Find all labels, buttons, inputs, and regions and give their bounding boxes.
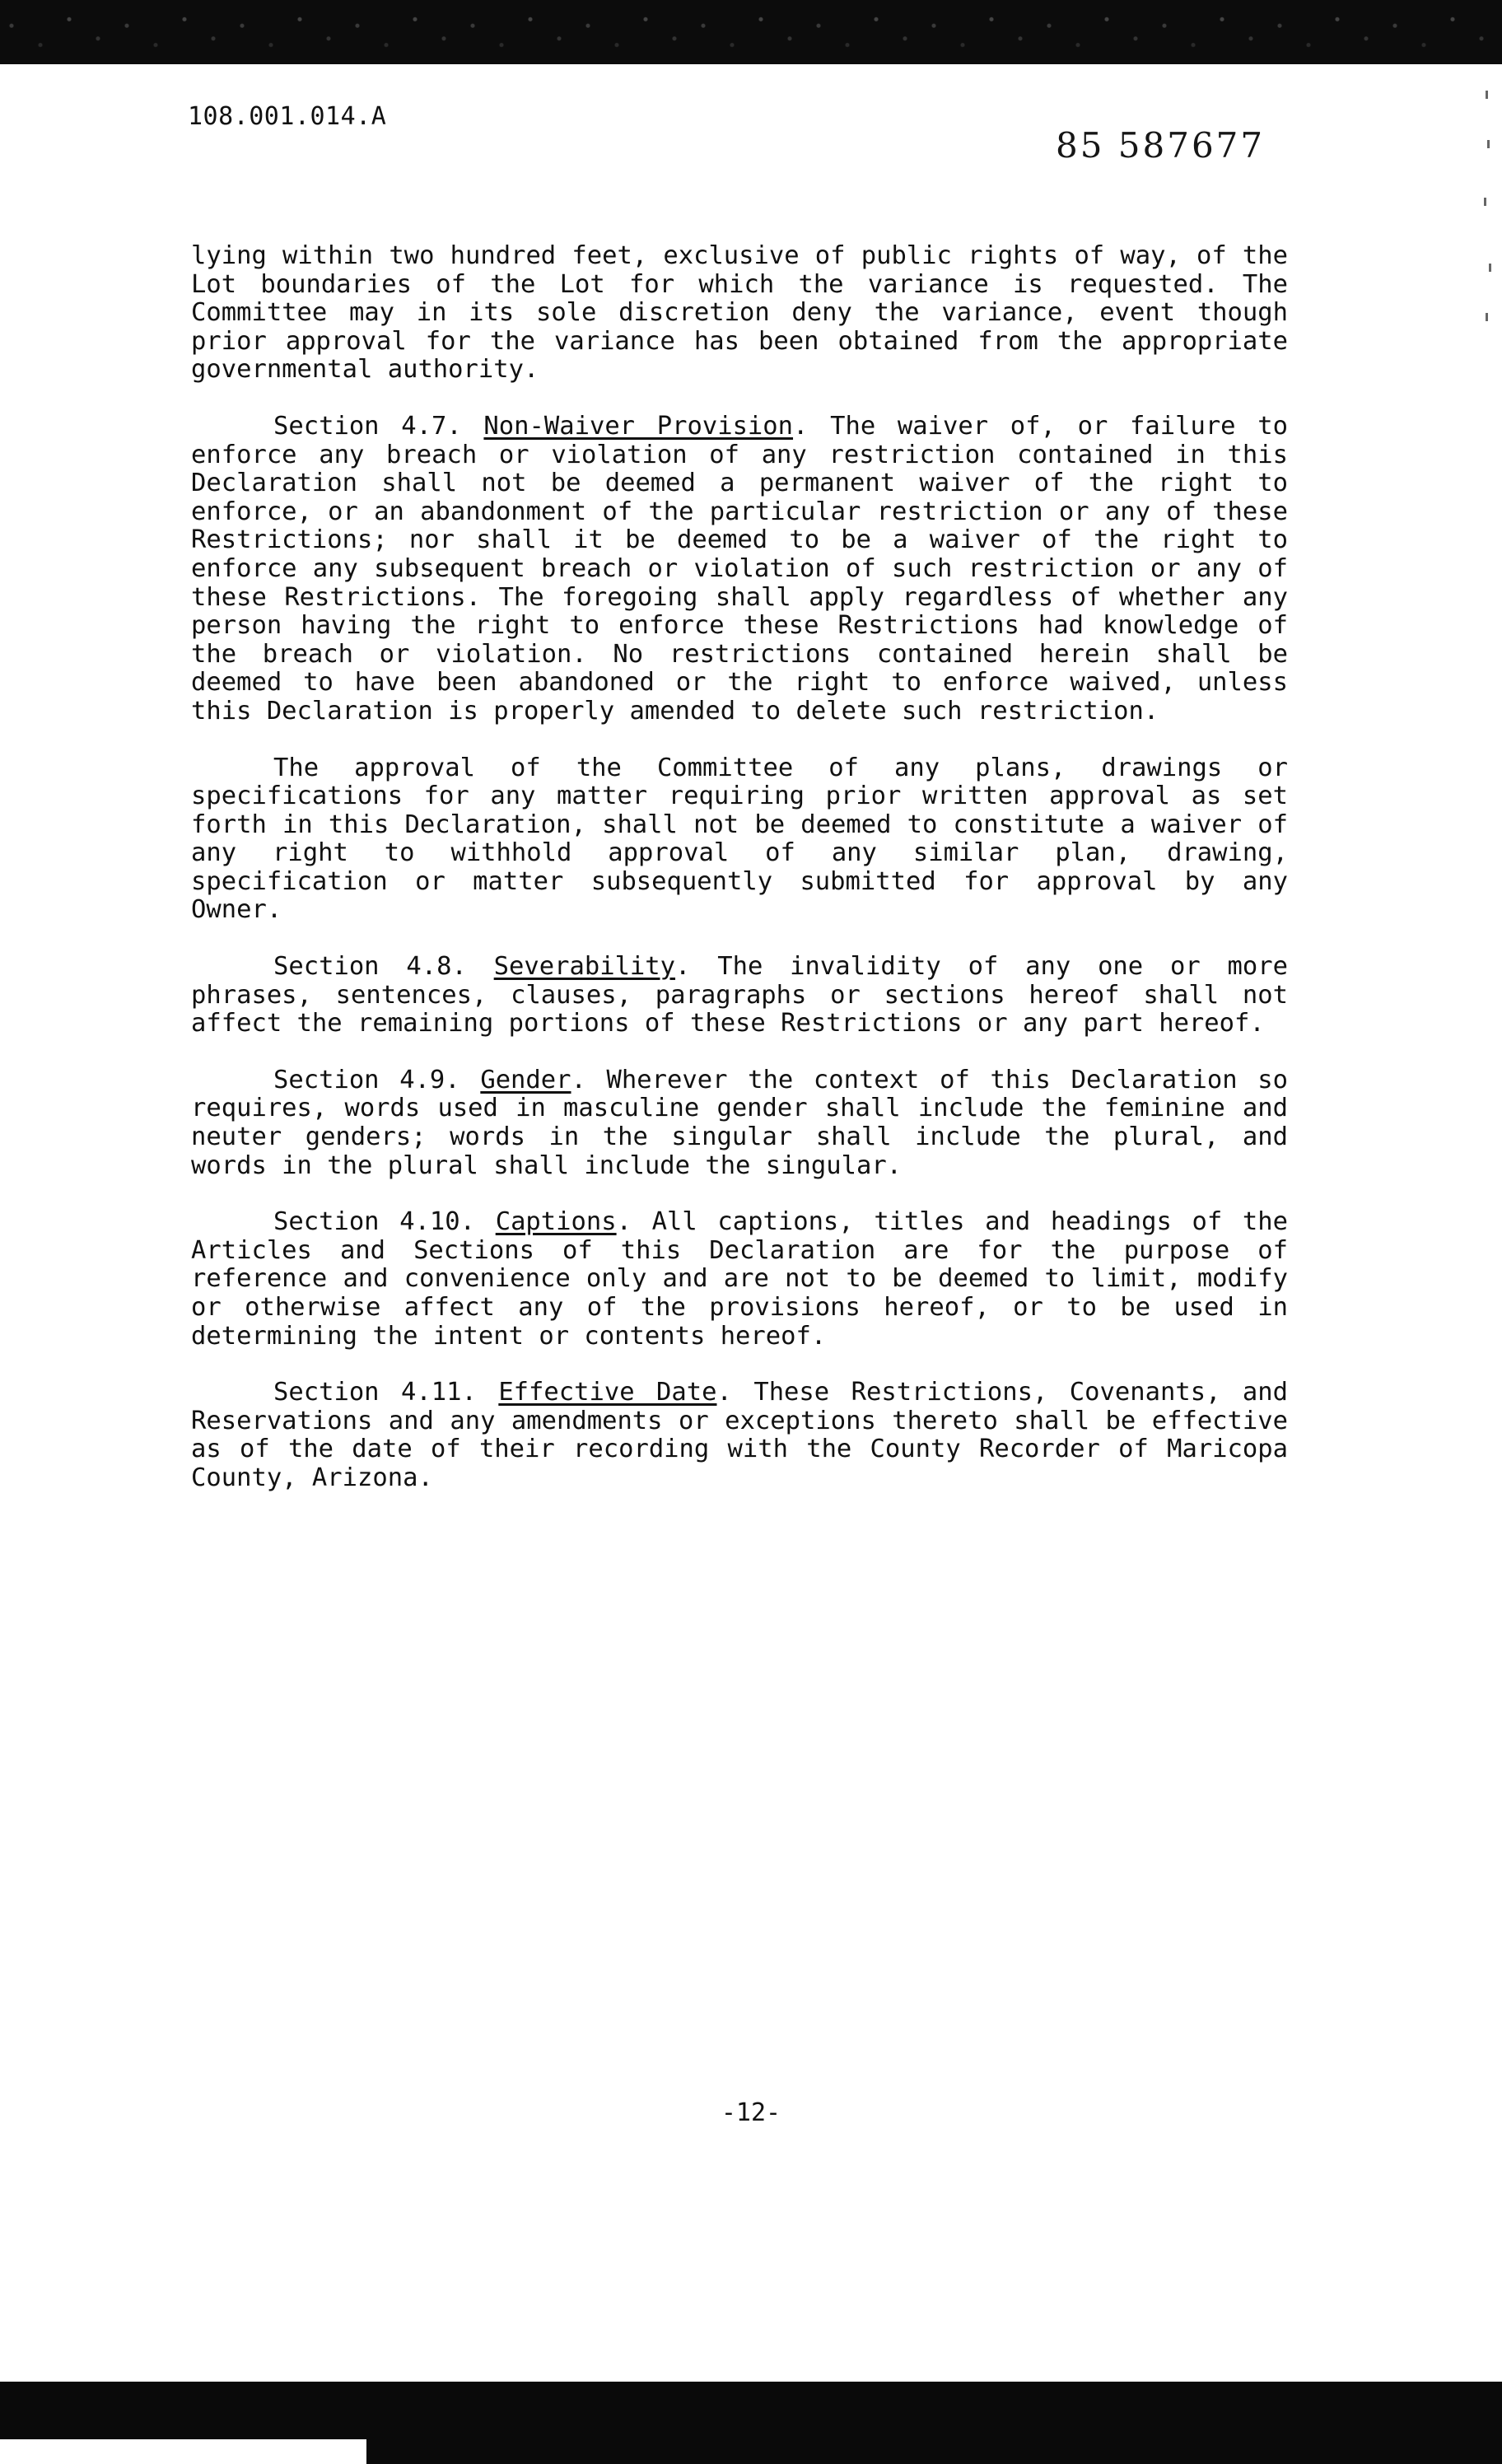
paragraph-continuation: lying within two hundred feet, exclusive of public rights of way, of the Lot boundaries of the Lot for which the variance is requested. The Committee may in its sole discretion deny the variance, event though prior approval for the variance has been obtained from the appropriate governmental authority. bbox=[191, 241, 1288, 385]
section-number: Section 4.9. bbox=[273, 1065, 460, 1094]
section-4-10 bbox=[191, 1208, 1288, 1351]
section-4-8 bbox=[191, 953, 1288, 1038]
section-text: . These Restrictions, Covenants, and Reservations and any amendments or exceptions thereto shall be effective as of the date of their recording with the County Recorder of Maricopa County, Arizona. bbox=[191, 1378, 1288, 1492]
section-4-9 bbox=[191, 1066, 1288, 1180]
document-id: 108.001.014.A bbox=[188, 102, 387, 131]
scan-edge-tab bbox=[0, 2439, 366, 2464]
scan-border-bottom bbox=[0, 2382, 1502, 2464]
section-4-11 bbox=[191, 1379, 1288, 1492]
section-4-7 bbox=[191, 413, 1288, 726]
section-heading: Captions bbox=[495, 1207, 617, 1237]
section-number: Section 4.8. bbox=[273, 952, 467, 982]
section-text: . The waiver of, or failure to enforce any breach or violation of any restriction contained in this Declaration shall not be deemed a permanent waiver of the right to enforce, or an abandonment of the particular restriction or any of these Restrictions; nor shall it be deemed to be a waiver of the right to enforce any subsequent breach or violation of such restriction or any of these Restrictions. The foregoing shall apply regardless of whether any person having the right to enforce these Restrictions had knowledge of the breach or violation. No restrictions contained herein shall be deemed to have been abandoned or the right to enforce waived, unless this Declaration is properly amended to delete such restriction. bbox=[191, 411, 1288, 726]
section-text: . Wherever the context of this Declaration so requires, words used in masculine gender shall include the feminine and neuter genders; words in the singular shall include the plural, and words in the plural shall include the singular. bbox=[191, 1065, 1288, 1180]
section-text: . The invalidity of any one or more phrases, sentences, clauses, paragraphs or sections hereof shall not affect the remaining portions of these Restrictions or any part hereof. bbox=[191, 952, 1288, 1038]
section-number: Section 4.11. bbox=[273, 1378, 477, 1407]
scan-border-top bbox=[0, 0, 1502, 64]
section-heading: Non-Waiver Provision bbox=[483, 411, 794, 441]
section-text: . All captions, titles and headings of the Articles and Sections of this Declaration are for the purpose of reference and convenience only and are not to be deemed to limit, modify or otherwise affect any of the provisions hereof, or to be used in determining the intent or contents hereof. bbox=[191, 1207, 1288, 1351]
section-number: Section 4.7. bbox=[273, 411, 462, 441]
section-heading: Severability bbox=[493, 952, 676, 982]
scan-specks bbox=[1477, 74, 1502, 371]
section-number: Section 4.10. bbox=[273, 1207, 476, 1237]
section-heading: Effective Date bbox=[498, 1378, 717, 1407]
document-body bbox=[191, 242, 1288, 1521]
recording-number: 85 587677 bbox=[1056, 125, 1266, 166]
section-heading: Gender bbox=[480, 1065, 571, 1094]
approval-paragraph: The approval of the Committee of any plans, drawings or specifications for any matter requiring prior written approval as set forth in this Declaration, shall not be deemed to constitute a waiver of any right to withhold approval of any similar plan, drawing, specification or matter subsequently submitted for approval by any Owner. bbox=[191, 753, 1288, 925]
page-number: -12- bbox=[721, 2098, 781, 2127]
